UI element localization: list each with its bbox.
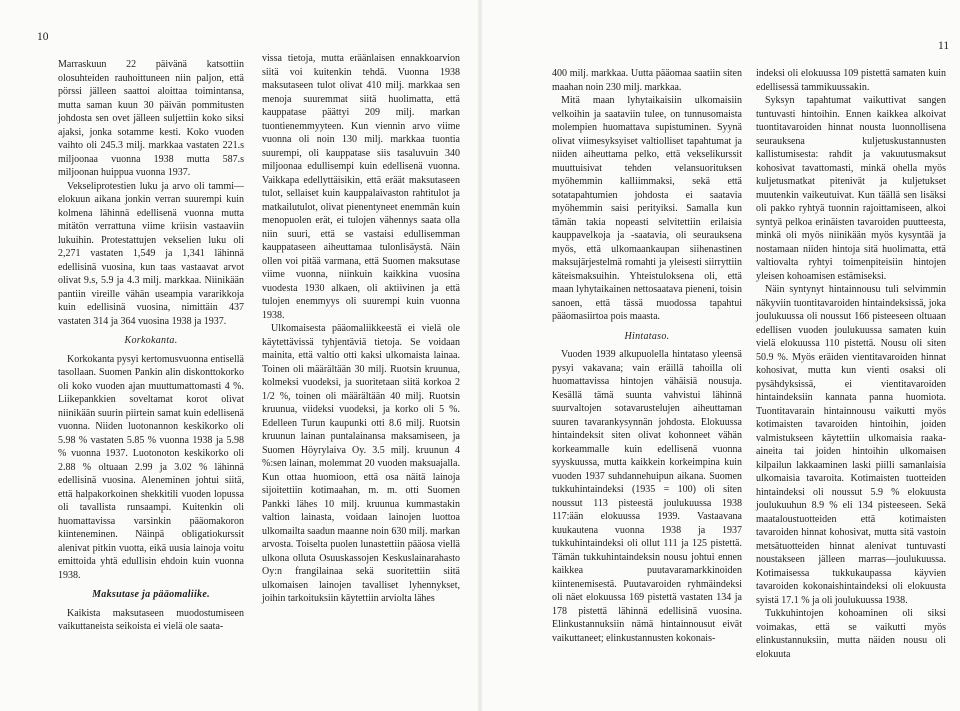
paragraph: Vuoden 1939 alkupuolella hintataso yleensä pysyi vakavana; vain eräillä tahoilla oli huomattavissa hintojen vähäisiä nousuja. Kesällä tämä suunta vahvistui lähinnä suurvaltojen sotavarustelujen aiheuttaman suuren tavarankysynnän johdosta. Elokuussa hintaindeksit siten olivat kohonneet vähän korkeammalle kuin edellisenä vuonna syyskuussa, mutta kaikkein korkeimpina kuin vuoden 1937 suhdannehuipun aikana. Suomen tukkuhintaindeksi (1935 = 100) oli siten noussut 113 pisteestä joulukuussa 1938 117:ään elokuussa 1939. Vastaavana kuukautena vuonna 1938 ja 1937 tukkuhintaindeksi oli ollut 111 ja 125 pistettä. Tämän tukkuhintaindeksin nousu johtui ennen kaikkea puutavaramarkkinoiden kiintenemisestä. Puutavaroiden ryhmäindeksi oli näet elokuussa 169 pistettä vastaten 134 ja 178 pistettä lähinnä edellisinä vuosina. Elinkustannuksiin nämä hintainnousut eivät vaikuttaneet; elinkustannusten kokonais-	[552, 349, 742, 644]
paragraph: Vekseliprotestien luku ja arvo oli tammi—elokuun aikana jonkin verran suurempi kuin kolmena lähinnä edellisenä vuonna mutta mitätön verrattuna viime kriisin vastaaviin lukuihin. Protestattujen vekselien luku oli 2,271 vastaten 1,549 ja 1,341 lähinnä edellisinä vuosina, kun taas vastaavat arvot olivat 9.s, 5.9 ja 4.3 milj. markkaa. Niinikään pantiin vireille vähän useampia vararikkoja kuin edellisinä vuosina, nimittäin 437 vastaten 314 ja 364 vuosina 1938 ja 1937.	[58, 180, 244, 327]
text-column-4	[756, 67, 946, 661]
paragraph: Tukkuhintojen kohoaminen oli siksi voimakas, että se vaikutti myös elinkustannuksiin, mutta näiden nousu oli elokuuta	[756, 608, 946, 660]
paragraph: Mitä maan lyhytaikaisiin ulkomaisiin velkoihin ja saataviin tulee, on tunnusomaista molempien huomattava supistuminen. Syynä olivat viimesyksyiset valtiolliset tapahtumat ja niiden aiheuttama pelko, että vekselikurssit muuttuisivat tehden velansuorituksen myöhemmin kalliimmaksi, sekä että sotatapahtumien johdosta ei saatavia myöhemmin saisi perityiksi. Samalla kun tämän takia nopeasti selvitettiin erilaisia kauppavelkoja ja -saatavia, oli seurauksena myös, että ulkomaankaupan siihenastinen maksujärjestelmä romahti ja yleisesti siirryttiin käteismaksuihin. Yhteistuloksena oli, että maan lyhytaikainen nettosaatava pieneni, toisin sanoen, että tässä muodossa tapahtui pääomasiirtoa pois maasta.	[552, 95, 742, 322]
paragraph: 400 milj. markkaa. Uutta pääomaa saatiin siten maahan noin 230 milj. markkaa.	[552, 68, 742, 93]
paragraph: indeksi oli elokuussa 109 pistettä samaten kuin edellisessä tammikuussakin.	[756, 68, 946, 93]
paragraph: Syksyn tapahtumat vaikuttivat sangen tuntuvasti hintoihin. Ennen kaikkea alkoivat tuontitavaroiden hinnat nousta luonnollisena seurauksena kuljetuskustannusten kallistumisesta: rahdit ja vakuutusmaksut kohosivat tavattomasti, minkä ohella myös kuljetusmatkat pitenivät ja kuljetukset muutenkin vaikeutuivat. Kun täällä sen lisäksi oli pakko ryhtyä tuonnin rajoittamiseen, alkoi syntyä pelkoa erinäisten tavaroiden puutteesta, minkä oli myös niinikään myös kysyntää ja nostamaan niiden hintoja sitä huolimatta, että valtiovalta ryhtyi toimenpiteisiin hintojen yleisen kohoamisen estämiseksi.	[756, 95, 946, 282]
paragraph: vissa tietoja, mutta eräänlaisen ennakkoarvion siitä voi kuitenkin tehdä. Vuonna 1938 maksutaseen tulot olivat 410 milj. markkaa sen menoja suuremmat siitä huolimatta, että kauppatase päättyi 209 milj. markan tuontienemmyyteen. Kun viennin arvo viime vuonna oli noin 130 milj. markkaa tuontia suurempi, oli kauppatase siis tasaluvuin 340 miljoonaa edullisempi kuin edellisenä vuonna. Vaikkapa edellyttäisikin, että eräät maksutaseen tulot, sellaiset kuin kauppalaivaston rahtitulot ja matkailutulot, olivat pienentyneet enemmän kuin menopuolen erät, ei tulojen vähennys saata olla niin suuri, että se vastaisi edullisemman kauppataseen aiheuttamaa tulonlisäystä. Näin ollen voi pitää varmana, että Suomen maksutase viime vuonna, niinkuin kaikkina vuosina vuodesta 1930 alkaen, oli aktiivinen ja että tulojen enemmyys oli suurempi kuin vuonna 1938.	[262, 53, 460, 321]
text-column-2	[262, 52, 460, 606]
page-number: 10	[37, 31, 49, 43]
page-number: 11	[938, 40, 950, 52]
paragraph: Näin syntynyt hintainnousu tuli selvimmin näkyviin tuontitavaroiden hintaindeksissä, joka joulukuussa oli noussut 166 pisteeseen oltuaan edellisen vuoden joulukuussa samaten kuin vielä elokuussa 110 pistettä. Nousu oli siten 50.9 %. Myös eräiden vientitavaroiden hinnat kohosivat, mutta kun vienti osaksi oli pysähdyksissä, ei vientitavaroiden hintaindeksiin kannata panna huomiota. Tuontitavarain hintainnousu vaikutti myös kotimaisten tavaroiden hintoihin, joiden valmistukseen käytettiin ulkomaisia raaka-aineita tai joiden hintoihin ulkomaisen kilpailun lakkaaminen laski piilli samanlaisia ulkomaisia tavaroita. Kotimaisten tuotteiden hintaindeksi oli noussut 5.9 % elokuusta joulukuuhun 8.9 % eli 134 pisteeseen. Sekä maataloustuotteiden että kotimaisten tavaroiden hinnat kohosivat, mutta sitä vastoin metsätuotteiden hinnat alenivat tuntuvasti noustakseen jälleen marras—joulukuussa. Kotimaisessa tukkukaupassa käyvien tavaroiden kokonaishintaindeksi oli elokuusta syistä 17.1 % ja oli joulukuussa 1938.	[756, 284, 946, 606]
section-heading: Maksutase ja pääomaliike.	[92, 589, 210, 600]
text-column-1	[58, 58, 244, 634]
paragraph: Korkokanta pysyi kertomusvuonna entisellä tasollaan. Suomen Pankin alin diskonttokorko oli koko vuoden ajan muuttumattomasti 4 %. Liikepankkien soveltamat korot olivat niinikään suurin piirtein samat kuin edellisenä vuonna. Niiden luotonannon keskikorko oli 5.98 % vastaten 5.85 % vuonna 1938 ja 5.98 % vuonna 1937. Luotonoton keskikorko oli 2.88 % oltuaan 2.99 ja 3.02 % lähinnä edellisinä vuosina. Aleneminen johtui siitä, että halpakorkoinen shekkitili vuoden lopussa oli tavallista runsaampi. Kuitenkin oli huomattavissa varsinkin pääomakoron kiinteneminen. Näinpä obligatiokurssit alenivat pitkin vuotta, eikä uusia lainoja voitu emittoida yhtä edullisin ehdoin kuin vuonna 1938.	[58, 353, 244, 581]
section-heading: Korkokanta.	[124, 335, 178, 346]
text-column-3	[552, 67, 742, 645]
section-heading: Hintataso.	[624, 330, 670, 342]
paragraph: Marraskuun 22 päivänä katsottiin olosuhteiden rauhoittuneen niin paljon, että pörssi jälleen saattoi aloittaa toimintansa, mutta saman kuun 30 päivän pommitusten johdosta sen ovet jälleen suljettiin koko siksi ajaksi, jonka sotamme kesti. Koko vuoden vaihto oli 245.3 milj. markkaa vastaten 221.s miljoonaa vuonna 1938 mutta 587.s miljoonan huippua vuonna 1937.	[58, 59, 244, 178]
paragraph: Kaikista maksutaseen muodostumiseen vaikuttaneista seikoista ei vielä ole saata-	[58, 607, 244, 632]
paragraph: Ulkomaisesta pääomaliikkeestä ei vielä ole käytettävissä tyhjentäviä tietoja. Se voidaan mainita, että valtio otti kaksi ulkomaista lainaa. Toinen oli määrältään 30 milj. Ruotsin kruunua, kolmeksi vuodeksi, ja suoritetaan siitä korkoa 2 1/2 %, toinen oli määrältään 40 milj. Ruotsin kruunua, viideksi vuodeksi, ja korko oli 5 %. Edelleen Turun kaupunki otti 8.6 milj. Ruotsin kruunun lainan puntalainansa maksamiseen, ja Suomen Höyrylaiva Oy. 3.5 milj. kruunun 4 %:sen lainan, molemmat 20 vuoden maksuajalla. Kun ottaa huomioon, että osa näitä lainoja sijoitettiin kotimaahan, m. m. otti Suomen Pankki lähes 10 milj. kruunua kummastakin valtion lainasta, voidaan lainojen luottoa ulkomailta saadun maanne noin 630 milj. markan arvosta. Toiselta puolen lunastettiin pääosa viellä ulkona olluta Osuuskassojen Keskuslainarahasto Oy:n frangilainaa sekä suoritettiin siitä ulkomaisen lainojen tavalliset lyhennykset, joihin tarkoituksiin käytettiin arviolta lähes	[262, 323, 461, 604]
